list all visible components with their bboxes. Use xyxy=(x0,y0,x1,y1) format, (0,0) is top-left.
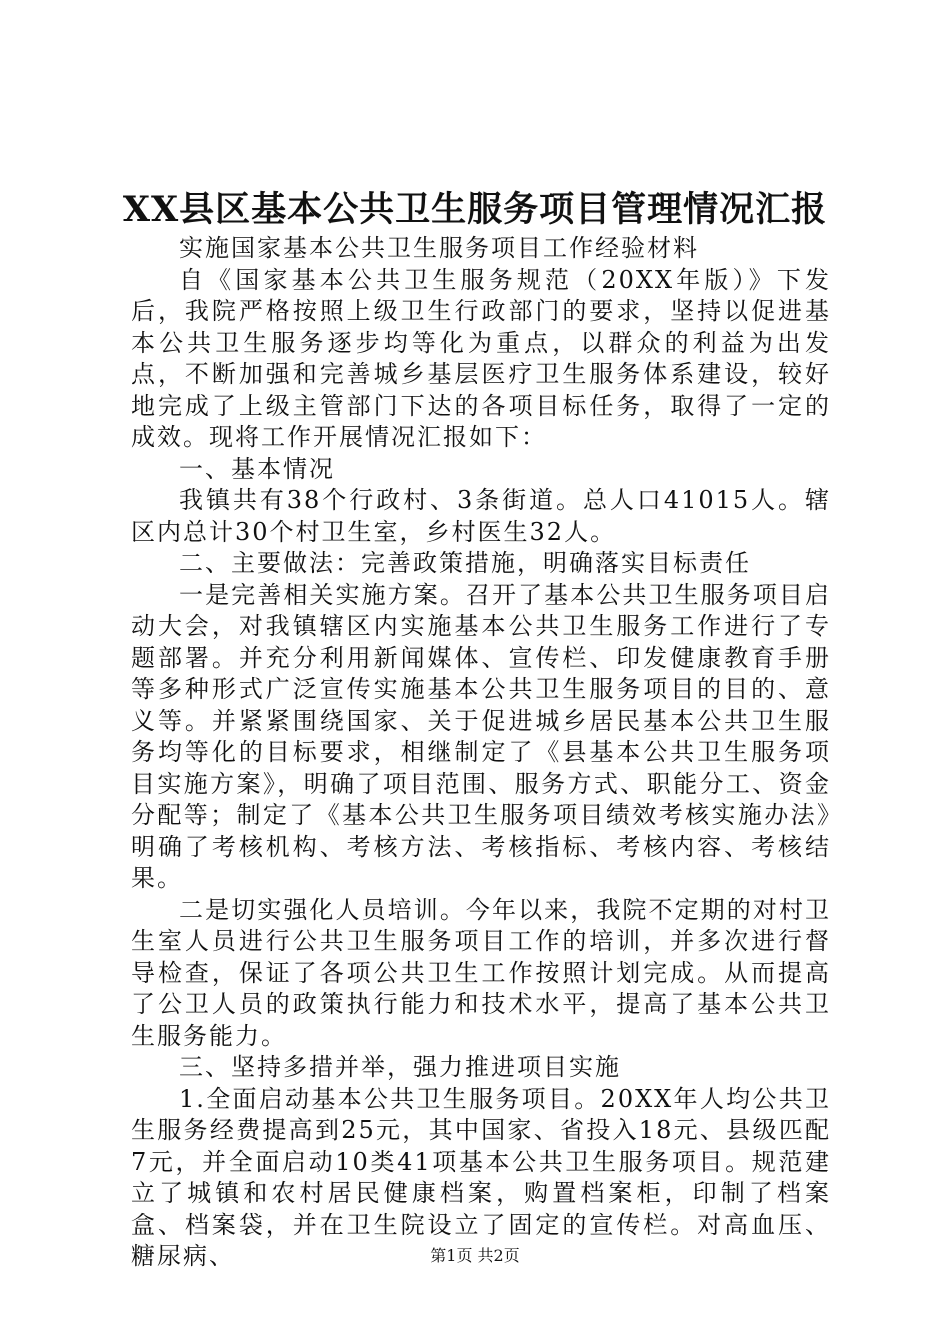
heading-basic-situation: 一、基本情况 xyxy=(179,454,335,483)
heading-multiple-measures: 三、坚持多措并举，强力推进项目实施 xyxy=(179,1053,621,1081)
paragraph-project-launch: 1.全面启动基本公共卫生服务项目。20XX年人均公共卫生服务经费提高到25元，其中国家、省投入18元、县级匹配7元，并全面启动10类41项基本公共卫生服务项目。规范建立了城镇和农村居民健康档案，购置档案柜，印制了档案盒、档案袋，并在卫生院设立了固定的宣传栏。对高血压、糖尿病、 xyxy=(131,1084,831,1270)
document-title: XX县区基本公共卫生服务项目管理情况汇报 xyxy=(122,189,828,230)
heading-main-practices: 二、主要做法：完善政策措施，明确落实目标责任 xyxy=(179,549,751,577)
document-body xyxy=(131,233,831,1273)
paragraph-subtitle: 实施国家基本公共卫生服务项目工作经验材料 xyxy=(179,234,699,262)
paragraph-implementation-plan: 一是完善相关实施方案。召开了基本公共卫生服务项目启动大会，对我镇辖区内实施基本公共卫生服务工作进行了专题部署。并充分利用新闻媒体、宣传栏、印发健康教育手册等多种形式广泛宣传实施基本公共卫生服务项目的目的、意义等。并紧紧围绕国家、关于促进城乡居民基本公共卫生服务均等化的目标要求，相继制定了《县基本公共卫生服务项目实施方案》，明确了项目范围、服务方式、职能分工、资金分配等；制定了《基本公共卫生服务项目绩效考核实施办法》明确了考核机构、考核方法、考核指标、考核内容、考核结果。 xyxy=(131,580,831,892)
page-number-footer: 第1页 共2页 xyxy=(430,1246,520,1265)
paragraph-staff-training: 二是切实强化人员培训。今年以来，我院不定期的对村卫生室人员进行公共卫生服务项目工作的培训，并多次进行督导检查，保证了各项公共卫生工作按照计划完成。从而提高了公卫人员的政策执行能力和技术水平，提高了基本公共卫生服务能力。 xyxy=(131,895,831,1050)
paragraph-intro: 自《国家基本公共卫生服务规范（20XX年版）》下发后，我院严格按照上级卫生行政部门的要求，坚持以促进基本公共卫生服务逐步均等化为重点，以群众的利益为出发点，不断加强和完善城乡基层医疗卫生服务体系建设，较好地完成了上级主管部门下达的各项目标任务，取得了一定的成效。现将工作开展情况汇报如下： xyxy=(131,265,831,451)
paragraph-basic-situation: 我镇共有38个行政村、3条街道。总人口41015人。辖区内总计30个村卫生室，乡村医生32人。 xyxy=(131,486,831,546)
